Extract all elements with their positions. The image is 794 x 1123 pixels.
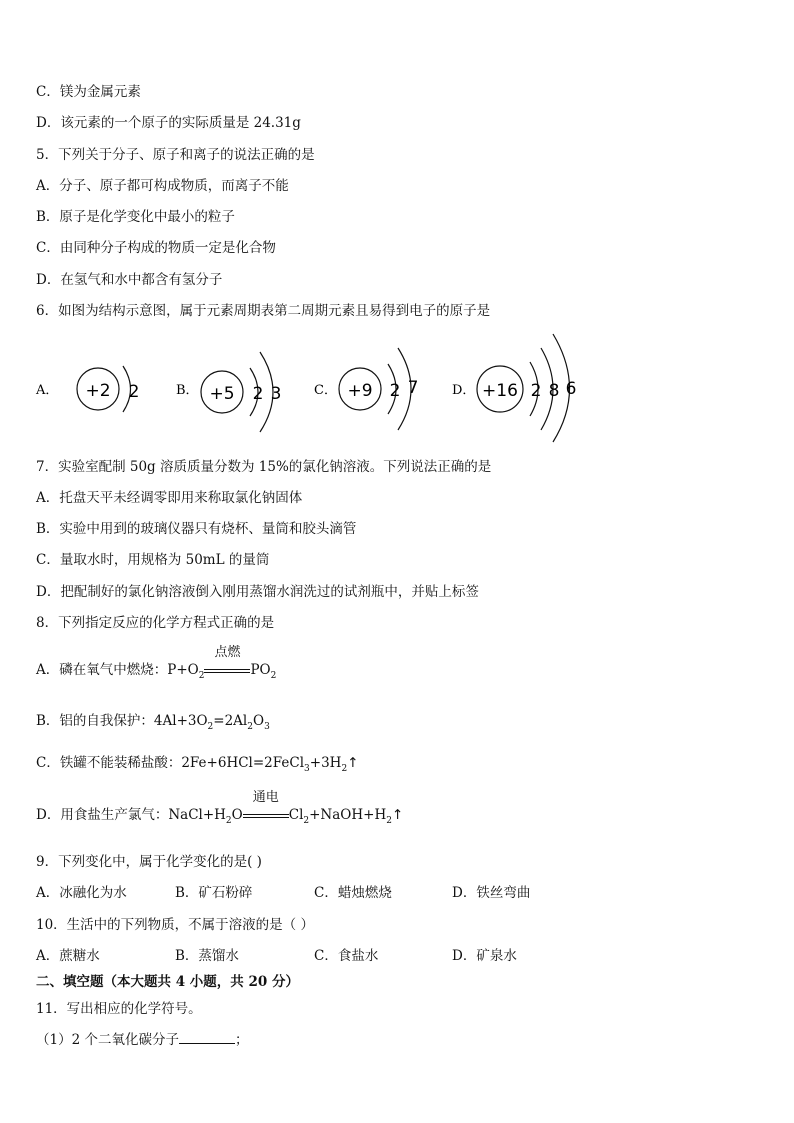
diagram-c-label: C．: [314, 383, 337, 398]
diagram-d-label: D．: [452, 383, 476, 398]
q8-option-c-label: C．铁罐不能装稀盐酸：: [36, 755, 182, 771]
q7-option-b: B．实验中用到的玻璃仪器只有烧杯、量筒和胶头滴管: [36, 521, 357, 537]
eq-d-condition-text: 通电: [252, 790, 279, 805]
q11-stem: 11．写出相应的化学符号。: [36, 1001, 202, 1017]
eq-c-part-2: +3H: [309, 755, 342, 771]
diagram-a-shell-1: 2: [128, 382, 140, 402]
eq-b-sub-3: 3: [264, 722, 270, 732]
eq-a-right: PO: [250, 662, 271, 678]
answer-blank[interactable]: [179, 1031, 235, 1044]
eq-d-part-4: +NaOH+H: [309, 807, 387, 823]
diagram-c: [314, 348, 418, 430]
eq-a-condition: [204, 645, 250, 679]
q9-option-d: D．铁丝弯曲: [452, 885, 531, 901]
eq-a-left-sub: 2: [198, 671, 205, 681]
eq-d-part-1: NaCl+H: [168, 807, 226, 823]
q10-stem: 10．生活中的下列物质，不属于溶液的是（ ）: [36, 917, 314, 933]
eq-b-part-1: 4Al+3O: [153, 713, 208, 729]
eq-c-part-1: 2Fe+6HCl=2FeCl: [181, 755, 305, 771]
eq-b-part-2: =2Al: [213, 713, 248, 729]
diagram-d-nucleus: +16: [482, 381, 518, 401]
q6-stem: 6．如图为结构示意图，属于元素周期表第二周期元素且易得到电子的原子是: [36, 303, 491, 319]
diagram-b-label: B．: [176, 383, 199, 398]
q11-part-1: [36, 1031, 248, 1049]
diagram-a-label: A．: [36, 383, 59, 398]
q8-option-d: [36, 790, 404, 826]
diagram-b: [176, 352, 281, 432]
eq-d-part-2: O: [231, 807, 243, 823]
diagram-c-shell-1: 2: [389, 381, 401, 401]
q7-stem: 7．实验室配制 50g 溶质质量分数为 15%的氯化钠溶液。下列说法正确的是: [36, 459, 492, 475]
q10-option-a: A．蔗糖水: [36, 948, 100, 964]
diagram-d-shell-2: 8: [548, 381, 560, 401]
q4-option-c: C．镁为金属元素: [36, 84, 141, 100]
q5-option-c: C．由同种分子构成的物质一定是化合物: [36, 240, 276, 256]
q7-option-d: D．把配制好的氯化钠溶液倒入刚用蒸馏水润洗过的试剂瓶中，并贴上标签: [36, 584, 479, 600]
eq-c-sub-2: 2: [341, 764, 348, 774]
eq-a-left: P+O: [167, 662, 199, 678]
diagram-c-shell-2: 7: [407, 378, 419, 398]
eq-d-sub-1: 2: [225, 816, 232, 826]
q7-option-a: A．托盘天平未经调零即用来称取氯化钠固体: [36, 490, 303, 506]
diagram-d-shell-3: 6: [565, 379, 577, 399]
eq-c-sub-1: 3: [304, 764, 310, 774]
section-heading: 二、填空题（本大题共 4 小题，共 20 分）: [36, 974, 299, 990]
diagram-a: [35, 366, 139, 412]
q8-option-d-label: D．用食盐生产氯气：: [36, 807, 169, 823]
q4-option-d: D．该元素的一个原子的实际质量是 24.31g: [36, 115, 301, 131]
eq-b-part-3: O: [252, 713, 265, 729]
q8-option-a-label: A．磷在氧气中燃烧：: [36, 662, 168, 678]
diagram-b-nucleus: +5: [209, 384, 235, 404]
diagram-a-nucleus: +2: [85, 381, 111, 401]
diagram-b-shell-2: 3: [270, 384, 282, 404]
q8-option-b: [36, 712, 270, 732]
q11-part-1-end: ；: [234, 1032, 249, 1048]
gas-arrow-icon: ↑: [391, 807, 404, 823]
eq-b-sub-1: 2: [207, 722, 214, 732]
q10-option-d: D．矿泉水: [452, 948, 517, 964]
q8-option-c: [36, 754, 359, 774]
eq-d-sub-3: 2: [303, 816, 310, 826]
q8-stem: 8．下列指定反应的化学方程式正确的是: [36, 615, 275, 631]
q5-option-b: B．原子是化学变化中最小的粒子: [36, 209, 235, 225]
q5-option-a: A．分子、原子都可构成物质，而离子不能: [36, 178, 289, 194]
q10-option-b: B．蒸馏水: [175, 948, 239, 964]
eq-a-condition-text: 点燃: [214, 645, 241, 660]
q8-option-b-label: B．铝的自我保护：: [36, 713, 154, 729]
q9-option-c: C．蜡烛燃烧: [314, 885, 392, 901]
diagram-b-shell-1: 2: [252, 384, 264, 404]
eq-d-condition: [243, 790, 289, 824]
q7-option-c: C．量取水时，用规格为 50mL 的量筒: [36, 552, 270, 568]
q9-option-a: A．冰融化为水: [36, 885, 127, 901]
diagram-d: [452, 334, 576, 442]
q8-option-a: [36, 645, 277, 681]
eq-a-right-sub: 2: [270, 671, 277, 681]
eq-b-sub-2: 2: [247, 722, 253, 732]
diagram-d-shell-1: 2: [530, 381, 542, 401]
gas-arrow-icon: ↑: [347, 755, 359, 771]
diagram-c-nucleus: +9: [347, 381, 373, 401]
q11-part-1-text: （1）2 个二氧化碳分子: [36, 1032, 179, 1048]
q9-stem: 9．下列变化中，属于化学变化的是( ): [36, 854, 262, 870]
q5-option-d: D．在氢气和水中都含有氢分子: [36, 272, 223, 288]
q10-option-c: C．食盐水: [314, 948, 379, 964]
atom-structure-diagrams: [30, 330, 610, 445]
q9-option-b: B．矿石粉碎: [175, 885, 253, 901]
q5-stem: 5．下列关于分子、原子和离子的说法正确的是: [36, 147, 315, 163]
eq-d-part-3: Cl: [288, 807, 304, 823]
eq-d-sub-4: 2: [386, 816, 392, 826]
